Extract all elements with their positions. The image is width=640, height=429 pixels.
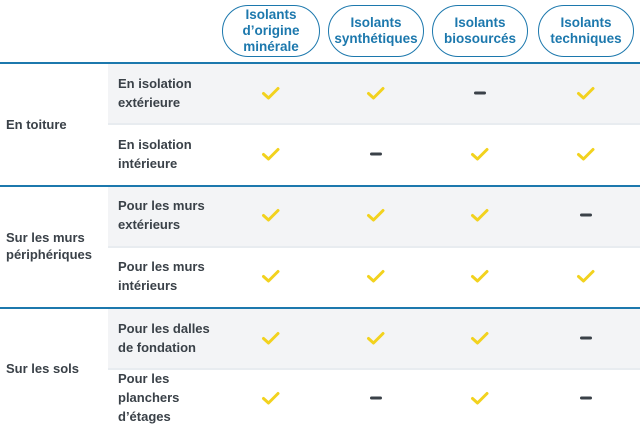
check-icon bbox=[571, 266, 601, 286]
check-icon bbox=[256, 266, 286, 286]
check-icon bbox=[465, 266, 495, 286]
group-label-floors: Sur les sols bbox=[6, 361, 79, 376]
check-icon bbox=[571, 83, 601, 103]
dash-icon bbox=[571, 388, 601, 408]
group-label-roof: En toiture bbox=[6, 117, 67, 132]
column-header-synthetic bbox=[328, 5, 424, 57]
column-header-mineral bbox=[222, 5, 320, 57]
group-divider bbox=[0, 307, 640, 309]
dash-icon bbox=[361, 144, 391, 164]
row-label: Pour les murs extérieurs bbox=[118, 198, 205, 232]
column-header-technical bbox=[538, 5, 634, 57]
check-icon bbox=[465, 144, 495, 164]
check-icon bbox=[465, 388, 495, 408]
check-icon bbox=[465, 328, 495, 348]
row-label: Pour les planchers d’étages bbox=[118, 371, 180, 424]
check-icon bbox=[256, 388, 286, 408]
column-header-label: Isolants techniques bbox=[550, 15, 622, 46]
dash-icon bbox=[571, 328, 601, 348]
check-icon bbox=[256, 328, 286, 348]
check-icon bbox=[465, 205, 495, 225]
check-icon bbox=[361, 266, 391, 286]
column-header-label: Isolants biosourcés bbox=[443, 15, 517, 46]
check-icon bbox=[256, 144, 286, 164]
dash-icon bbox=[571, 205, 601, 225]
row-label: En isolation extérieure bbox=[118, 76, 192, 110]
check-icon bbox=[361, 328, 391, 348]
group-divider bbox=[0, 185, 640, 187]
dash-icon bbox=[361, 388, 391, 408]
column-header-biosourced bbox=[432, 5, 528, 57]
group-label-walls: Sur les murs périphériques bbox=[6, 230, 92, 262]
group-divider bbox=[0, 62, 640, 64]
check-icon bbox=[361, 83, 391, 103]
check-icon bbox=[361, 205, 391, 225]
dash-icon bbox=[465, 83, 495, 103]
row-label: En isolation intérieure bbox=[118, 137, 192, 171]
row-label: Pour les dalles de fondation bbox=[118, 321, 210, 355]
check-icon bbox=[571, 144, 601, 164]
check-icon bbox=[256, 83, 286, 103]
column-header-bar bbox=[0, 0, 640, 62]
check-icon bbox=[256, 205, 286, 225]
column-header-label: Isolants d’origine minérale bbox=[242, 7, 300, 54]
column-header-label: Isolants synthétiques bbox=[334, 15, 418, 46]
row-divider bbox=[108, 246, 640, 248]
row-label: Pour les murs intérieurs bbox=[118, 259, 205, 293]
row-divider bbox=[108, 123, 640, 125]
